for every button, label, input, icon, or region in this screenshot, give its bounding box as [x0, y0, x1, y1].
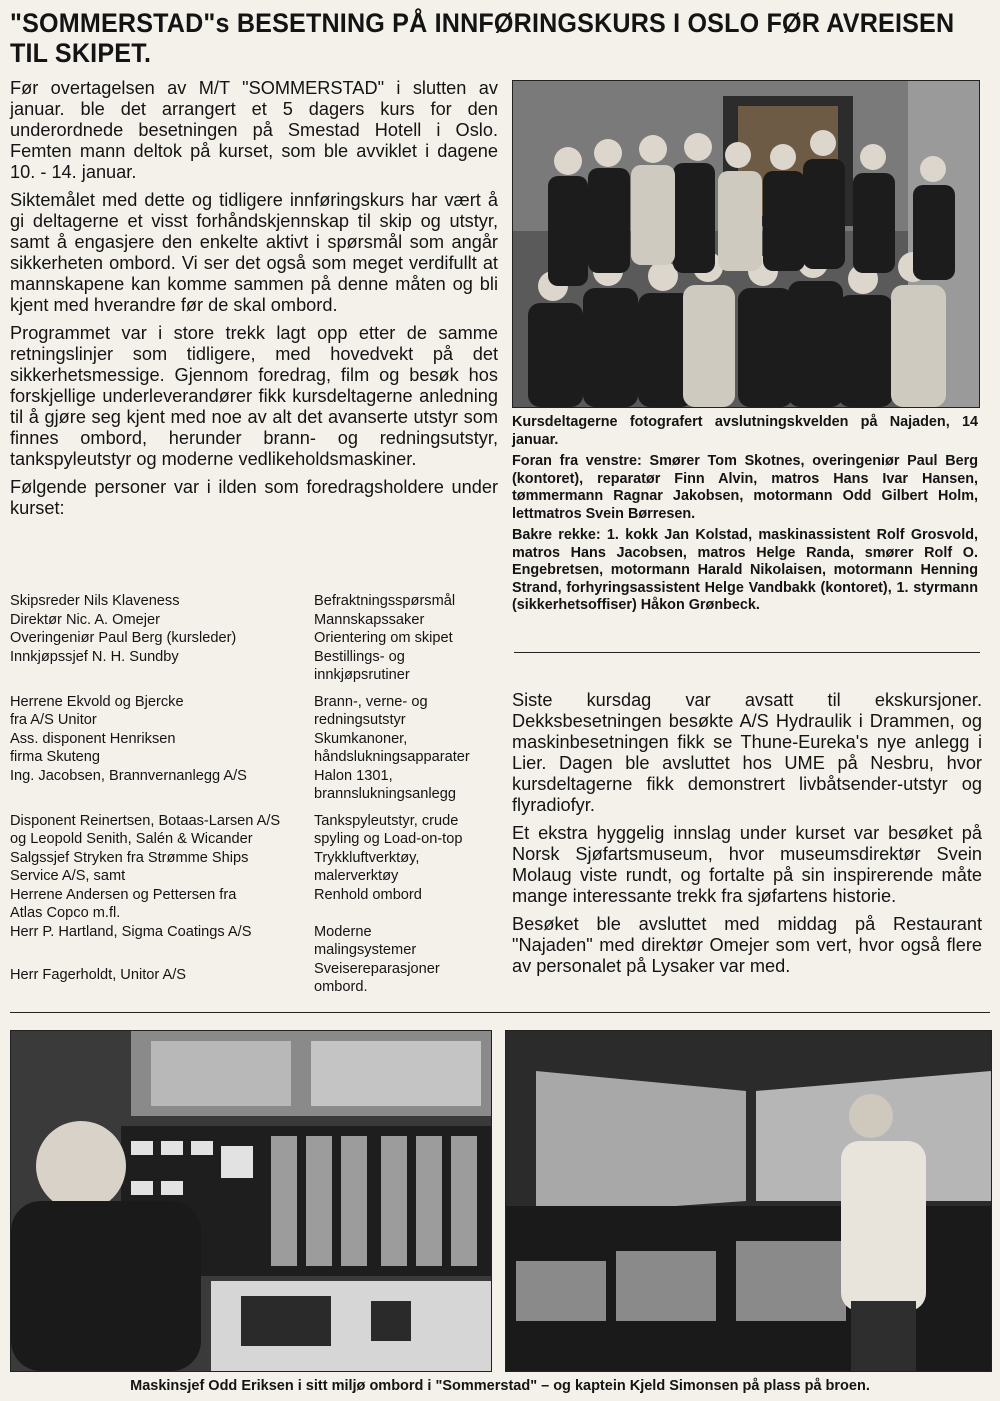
- group-photo: [512, 80, 980, 408]
- speaker-topic: Bestillings- og innkjøpsrutiner: [314, 648, 410, 683]
- speaker-topic: Tankspyleutstyr, crude spyling og Load-on-top: [314, 812, 463, 847]
- paragraph-intro: Før overtagelsen av M/T "SOMMERSTAD" i slutten av januar. ble det arrangert et 5 dagers kurs for den underordnede besetningen på Smestad Hotell i Oslo. Femten mann deltok på kurset, som ble avviklet i dagene 10. - 14. januar.: [10, 78, 498, 182]
- speaker-row: [10, 592, 500, 611]
- paragraph-speakers-intro: Følgende personer var i ilden som foredragsholdere under kurset:: [10, 477, 498, 518]
- bottom-photo-caption: Maskinsjef Odd Eriksen i sitt miljø ombord i "Sommerstad" – og kaptein Kjeld Simonsen på plass på broen.: [130, 1378, 870, 1394]
- bridge-photo: [505, 1030, 992, 1372]
- caption-back-row: Bakre rekke: 1. kokk Jan Kolstad, maskinassistent Rolf Grosvold, matros Hans Jacobsen, matros Helge Randa, smører Rolf O. Engebretsen, motormann Harald Nikolaisen, motormann Henning Strand, forhyringsassistent Helge Vandbakk (kontoret), 1. styrmann (sikkerhetsoffiser) Håkon Grønbeck.: [512, 527, 978, 613]
- divider-right: [514, 652, 980, 653]
- bridge-image: [506, 1031, 991, 1371]
- speaker-topic: Mannskapssaker: [314, 611, 425, 628]
- lead-column: [10, 78, 498, 526]
- speaker-topic: Sveisereparasjoner ombord.: [314, 960, 440, 995]
- speaker-topic: Renhold ombord: [314, 886, 422, 903]
- speaker-name: Herrene Andersen og Pettersen fra Atlas Copco m.fl.: [10, 886, 237, 921]
- speaker-topic: Moderne malingsystemer: [314, 923, 417, 958]
- paragraph-museum: Et ekstra hyggelig innslag under kurset var besøket på Norsk Sjøfartsmuseum, hvor museumsdirektør Svein Molaug viste rundt, og fortalte på sin inspirerende måte mange interessante trekk fra sjøfartens historie.: [512, 823, 982, 906]
- paragraph-purpose: Siktemålet med dette og tidligere innføringskurs har vært å gi deltagerne et visst forhåndskjennskap til skip og utstyr, samt å engasjere den enkelte aktivt i spørsmål som angår sikkerheten ombord. Vi ser det også som meget verdifullt at mannskapene kan komme sammen på denne måten og bli kjent med hverandre før de skal ombord.: [10, 190, 498, 315]
- speaker-topic: Brann-, verne- og redningsutstyr: [314, 693, 428, 728]
- speaker-topic: Halon 1301, brannslukningsanlegg: [314, 767, 456, 802]
- speaker-row: [10, 693, 500, 730]
- speaker-row: [10, 812, 500, 849]
- speaker-row: [10, 886, 500, 923]
- speaker-row: [10, 648, 500, 685]
- speaker-row: [10, 730, 500, 767]
- speaker-row: [10, 960, 500, 997]
- engine-room-image: [11, 1031, 491, 1371]
- paragraph-excursions: Siste kursdag var avsatt til ekskursjoner. Dekksbesetningen besøkte A/S Hydraulik i Drammen, og maskinbesetningen fikk se Thune-Eureka's nye anlegg i Lier. Dagen ble avsluttet hos UME på Nesbru, hvor kursdeltagerne fikk demonstrert livbåtsender-utstyr og flyradiofyr.: [512, 690, 982, 815]
- caption-front-row: Foran fra venstre: Smører Tom Skotnes, overingeniør Paul Berg (kontoret), reparatør Finn Alvin, matros Hans Ivar Hansen, tømmermann Ragnar Jakobsen, motormann Odd Gilbert Holm, lettmatros Svein Børresen.: [512, 453, 978, 522]
- speaker-name: Herrene Ekvold og Bjercke fra A/S Unitor: [10, 693, 184, 728]
- caption-occasion: Kursdeltagerne fotografert avslutningskvelden på Najaden, 14 januar.: [512, 414, 978, 448]
- right-column-body: [512, 690, 982, 984]
- article-title: "SOMMERSTAD"s BESETNING PÅ INNFØRINGSKURS I OSLO FØR AVREISEN TIL SKIPET.: [10, 8, 955, 68]
- speaker-name: Ass. disponent Henriksen firma Skuteng: [10, 730, 176, 765]
- speaker-name: Overingeniør Paul Berg (kursleder): [10, 630, 237, 646]
- speaker-name: Salgssjef Stryken fra Strømme Ships Service A/S, samt: [10, 849, 249, 884]
- group-photo-image: [513, 81, 979, 407]
- divider-bottom: [10, 1012, 990, 1013]
- speaker-row: [10, 767, 500, 804]
- speakers-list: [10, 592, 500, 997]
- speaker-row: [10, 849, 500, 886]
- paragraph-dinner: Besøket ble avsluttet med middag på Restaurant "Najaden" med direktør Omejer som vert, hvor også flere av personalet på Lysaker var med.: [512, 914, 982, 976]
- speaker-name: Disponent Reinertsen, Botaas-Larsen A/S og Leopold Senith, Salén & Wicander: [10, 812, 281, 847]
- speaker-row: [10, 629, 500, 648]
- speaker-topic: Skumkanoner, håndslukningsapparater: [314, 730, 470, 765]
- paragraph-program: Programmet var i store trekk lagt opp etter de samme retningslinjer som tidligere, med hovedvekt på det sikkerhetsmessige. Gjennom foredrag, film og besøk hos forskjellige underleverandører fikk kursdeltagerne anledning til å gjøre seg kjent med noe av alt det avanserte utstyr som finnes ombord, herunder brann- og redningsutstyr, tankspyleutstyr og moderne vedlikeholdsmaskiner.: [10, 323, 498, 469]
- speaker-topic: Befraktningsspørsmål: [314, 593, 456, 609]
- speaker-name: Skipsreder Nils Klaveness: [10, 593, 180, 609]
- speaker-topic: Orientering om skipet: [314, 630, 453, 646]
- speaker-row: [10, 611, 500, 630]
- speaker-row: [10, 923, 500, 960]
- speaker-name: Direktør Nic. A. Omejer: [10, 611, 161, 628]
- speaker-name: Herr P. Hartland, Sigma Coatings A/S: [10, 923, 252, 940]
- speaker-name: Herr Fagerholdt, Unitor A/S: [10, 966, 187, 983]
- speaker-topic: Trykkluftverktøy, malerverktøy: [314, 849, 420, 884]
- speaker-name: Innkjøpssjef N. H. Sundby: [10, 648, 179, 665]
- speaker-name: Ing. Jacobsen, Brannvernanlegg A/S: [10, 767, 247, 784]
- engine-room-photo: [10, 1030, 492, 1372]
- group-photo-caption: [512, 414, 978, 619]
